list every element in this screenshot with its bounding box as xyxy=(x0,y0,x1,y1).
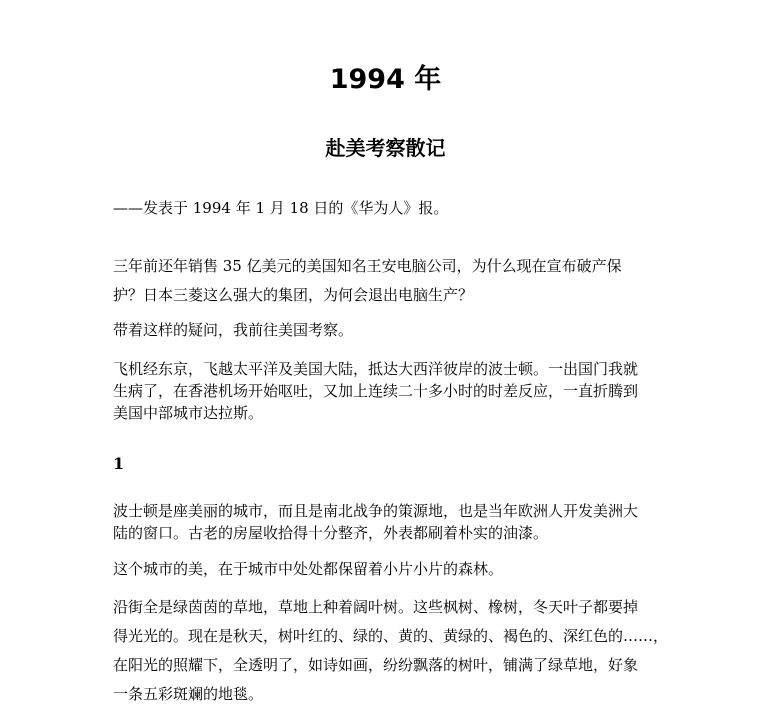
paragraph-line: 生病了，在香港机场开始呕吐，又加上连续二十多小时的时差反应，一直折腾到 xyxy=(113,382,639,400)
paragraph xyxy=(113,252,665,310)
page-title: 1994 年 xyxy=(329,64,442,95)
byline-text: ——发表于 1994 年 1 月 18 日的《华为人》报。 xyxy=(113,199,449,217)
paragraph-line: 三年前还年销售 35 亿美元的美国知名王安电脑公司，为什么现在宣布破产保 xyxy=(113,257,622,275)
paragraph-line: 这个城市的美，在于城市中处处都保留着小片小片的森林。 xyxy=(113,560,504,578)
paragraph xyxy=(113,319,665,341)
paragraph-line: 护？日本三菱这么强大的集团，为何会退出电脑生产？ xyxy=(113,286,474,304)
paragraph-line: 在阳光的照耀下，全透明了，如诗如画，纷纷飘落的树叶，铺满了绿草地，好象 xyxy=(113,656,639,674)
paragraph xyxy=(113,500,665,544)
paragraph-line: 飞机经东京，飞越太平洋及美国大陆，抵达大西洋彼岸的波士顿。一出国门我就 xyxy=(113,360,639,378)
paragraph xyxy=(113,558,665,580)
section-number: 1 xyxy=(113,454,125,473)
article-subtitle: 赴美考察散记 xyxy=(325,136,446,160)
paragraph-line: 得光光的。现在是秋天，树叶红的、绿的、黄的、黄绿的、褐色的、深红色的……， xyxy=(113,627,669,645)
paragraph-line: 陆的窗口。古老的房屋收拾得十分整齐，外表都刷着朴实的油漆。 xyxy=(113,524,549,542)
paragraph xyxy=(113,358,665,424)
paragraph-line: 一条五彩斑斓的地毯。 xyxy=(113,685,264,703)
paragraph-line: 带着这样的疑问，我前往美国考察。 xyxy=(113,321,354,339)
paragraph-line: 波士顿是座美丽的城市，而且是南北战争的策源地，也是当年欧洲人开发美洲大 xyxy=(113,502,639,520)
paragraph-line: 沿街全是绿茵茵的草地，草地上种着阔叶树。这些枫树、橡树，冬天叶子都要掉 xyxy=(113,598,639,616)
byline xyxy=(113,197,665,219)
paragraph xyxy=(113,593,669,709)
paragraph-line: 美国中部城市达拉斯。 xyxy=(113,404,264,422)
